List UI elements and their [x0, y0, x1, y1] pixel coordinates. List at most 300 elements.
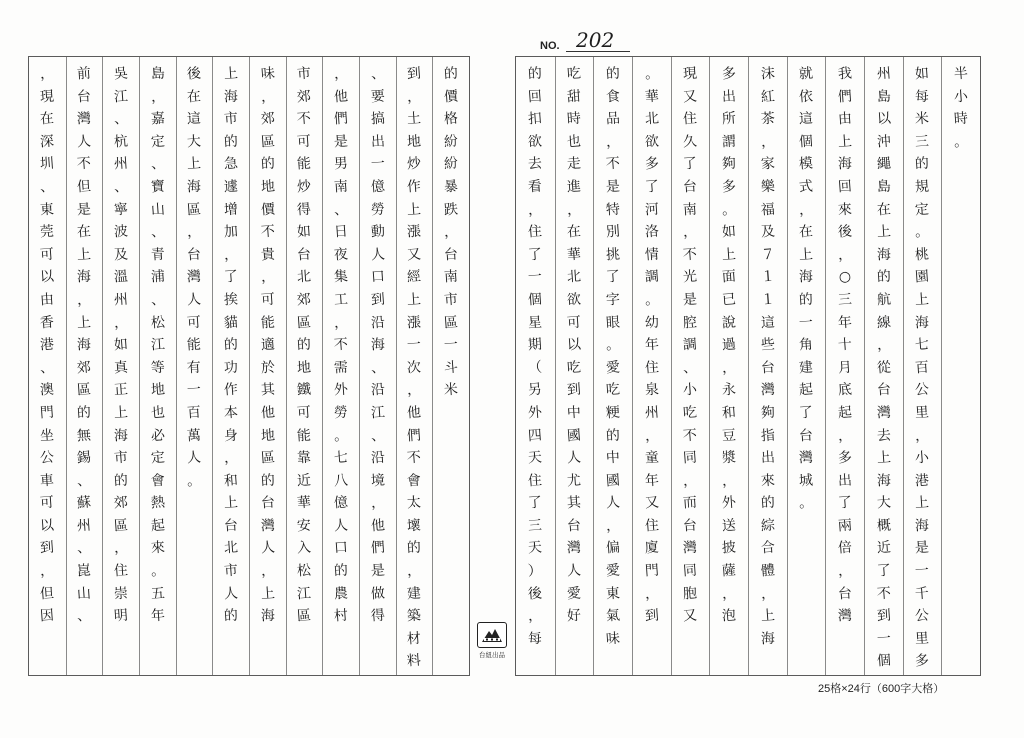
handwritten-character: 。	[644, 291, 660, 309]
handwritten-character: 深	[39, 133, 55, 151]
handwritten-character: 市	[113, 449, 129, 467]
handwritten-character: ，	[150, 88, 166, 106]
left_page-column-text	[405, 63, 423, 675]
handwritten-character: 區	[113, 517, 129, 535]
handwritten-character: 綜	[760, 517, 776, 535]
right_page-column	[516, 57, 555, 675]
handwritten-character: 看	[527, 178, 543, 196]
handwritten-character: 到	[406, 65, 423, 83]
handwritten-character: 了	[876, 562, 892, 580]
right_page-column	[632, 57, 671, 675]
handwritten-character: 天	[527, 540, 543, 557]
handwritten-character: 桃	[914, 246, 931, 264]
handwritten-character: 。	[644, 65, 660, 83]
handwritten-character: 北	[644, 110, 660, 128]
handwritten-character: 口	[370, 268, 386, 286]
handwritten-character: 。	[953, 133, 969, 151]
handwritten-character: 得	[370, 607, 386, 625]
handwritten-character: ，	[223, 449, 239, 467]
handwritten-character: 貴	[260, 246, 276, 264]
handwritten-character: 可	[260, 291, 276, 309]
handwritten-character: 又	[682, 607, 699, 625]
left_page-column	[66, 57, 103, 675]
handwritten-character: 繩	[876, 155, 892, 173]
handwritten-character: 海	[914, 314, 931, 332]
handwritten-character: 區	[260, 133, 276, 151]
handwritten-character: 但	[76, 178, 93, 196]
handwritten-character: 有	[186, 359, 203, 377]
handwritten-character: 欲	[566, 291, 583, 309]
handwritten-character: 在	[76, 223, 93, 241]
right_page-column	[903, 57, 942, 675]
handwritten-character: 中	[605, 449, 621, 467]
left_page-column	[212, 57, 249, 675]
handwritten-character: 適	[260, 336, 276, 354]
handwritten-character: 是	[370, 562, 386, 580]
handwritten-character: 江	[370, 404, 386, 422]
handwritten-character: 島	[876, 178, 892, 196]
handwritten-character: 七	[914, 336, 931, 354]
handwritten-character: 、	[682, 359, 699, 377]
handwritten-character: 園	[914, 268, 931, 286]
handwritten-character: 杭	[113, 133, 129, 151]
handwritten-character: 腔	[682, 314, 699, 332]
publisher-logo	[474, 622, 510, 662]
handwritten-character: 、	[370, 65, 386, 83]
right_page-column-text	[875, 63, 893, 673]
handwritten-character: 可	[186, 314, 203, 332]
handwritten-character: 別	[605, 223, 621, 241]
handwritten-character: 的	[876, 268, 892, 286]
handwritten-character: 海	[760, 630, 776, 648]
handwritten-character: 們	[406, 427, 423, 444]
handwritten-character: 海	[876, 246, 892, 264]
handwritten-character: 又	[682, 88, 699, 106]
handwritten-character: 在	[876, 201, 892, 219]
handwritten-character: 、	[150, 291, 166, 309]
handwritten-character: 不	[682, 246, 699, 264]
handwritten-character: 莞	[39, 223, 55, 241]
handwritten-character: 但	[39, 585, 55, 603]
handwritten-character: 泉	[644, 381, 660, 399]
handwritten-character: 後	[527, 585, 543, 603]
handwritten-character: 已	[721, 291, 737, 309]
handwritten-character: 海	[914, 517, 931, 535]
handwritten-character: 東	[605, 585, 621, 603]
handwritten-character: 上	[406, 201, 423, 219]
handwritten-character: 區	[76, 381, 93, 399]
handwritten-character: 也	[566, 133, 583, 151]
handwritten-character: 上	[876, 449, 892, 467]
handwritten-character: ，	[721, 585, 737, 603]
handwritten-character: 工	[333, 291, 349, 309]
handwritten-character: 一	[914, 562, 931, 580]
handwritten-character: 他	[406, 404, 423, 422]
right_page-column-text	[836, 63, 854, 628]
handwritten-character: 我	[837, 65, 853, 83]
handwritten-character: 一	[406, 336, 423, 354]
handwritten-character: 坐	[39, 427, 55, 444]
handwritten-character: 、	[113, 178, 129, 196]
handwritten-character: ，	[260, 562, 276, 580]
right-manuscript-page	[515, 56, 981, 676]
left_page-column	[396, 57, 433, 675]
handwritten-character: 沖	[876, 133, 892, 151]
handwritten-character: 、	[39, 359, 55, 377]
handwritten-character: 島	[150, 65, 166, 83]
handwritten-character: 築	[406, 607, 423, 625]
handwritten-character: 海	[260, 607, 276, 625]
handwritten-character: 急	[223, 155, 239, 173]
handwritten-character: 上	[876, 223, 892, 241]
handwritten-character: 進	[566, 178, 583, 196]
handwritten-character: 從	[876, 359, 892, 377]
handwritten-character: 、	[150, 223, 166, 241]
handwritten-character: 上	[914, 494, 931, 512]
handwritten-character: 的	[605, 427, 621, 444]
handwritten-character: 外	[333, 381, 349, 399]
handwritten-character: ，	[260, 268, 276, 286]
left_page-column-text	[259, 63, 277, 628]
handwritten-character: 以	[876, 110, 892, 128]
handwritten-character: 市	[296, 65, 313, 83]
handwritten-character: 、	[39, 178, 55, 196]
handwritten-character: 說	[721, 314, 737, 332]
handwritten-character: 起	[798, 381, 815, 399]
handwritten-character: 上	[76, 314, 93, 332]
handwritten-character: 地	[260, 427, 276, 444]
handwritten-character: 住	[682, 110, 699, 128]
handwritten-character: 去	[876, 427, 892, 444]
handwritten-character: 明	[113, 607, 129, 625]
left_page-column-text	[442, 63, 460, 402]
handwritten-character: 他	[333, 88, 349, 106]
handwritten-character: 灣	[760, 381, 776, 399]
handwritten-character: 灣	[566, 540, 583, 557]
handwritten-character: 由	[837, 110, 853, 128]
handwritten-character: 門	[39, 404, 55, 422]
handwritten-character: 南	[333, 178, 349, 196]
mountain-icon	[477, 622, 507, 648]
handwritten-character: 七	[333, 449, 349, 467]
handwritten-character: ，	[443, 223, 459, 241]
handwritten-character: 兩	[837, 517, 853, 535]
handwritten-character: 夠	[760, 404, 776, 422]
handwritten-character: 定	[150, 133, 166, 151]
handwritten-character: 台	[876, 381, 892, 399]
handwritten-character: 勞	[370, 201, 386, 219]
handwritten-character: 出	[760, 449, 776, 467]
handwritten-character: 個	[876, 652, 892, 670]
handwritten-character: 海	[186, 178, 203, 196]
handwritten-character: ，	[605, 517, 621, 535]
handwritten-character: 香	[39, 314, 55, 332]
handwritten-character: 州	[113, 291, 129, 309]
handwritten-character: 多	[644, 155, 660, 173]
handwritten-character: 合	[760, 540, 776, 557]
handwritten-character: 地	[296, 359, 313, 377]
handwritten-character: 澳	[39, 381, 55, 399]
handwritten-character: 上	[406, 291, 423, 309]
handwritten-character: 字	[605, 291, 621, 309]
handwritten-character: 增	[223, 201, 239, 219]
handwritten-character: 每	[914, 88, 931, 106]
handwritten-character: 灣	[837, 607, 853, 625]
right_page-column	[748, 57, 787, 675]
handwritten-character: 天	[527, 449, 543, 467]
handwritten-character: 不	[876, 585, 892, 603]
page-number-underline	[566, 51, 630, 52]
handwritten-character: 不	[605, 155, 621, 173]
handwritten-character: 漲	[406, 223, 423, 241]
handwritten-character: 來	[837, 201, 853, 219]
handwritten-character: 波	[113, 223, 129, 241]
handwritten-character: 台	[837, 585, 853, 603]
handwritten-character: 江	[150, 336, 166, 354]
handwritten-character: 十	[837, 336, 853, 354]
page-number-value: 202	[576, 28, 615, 52]
handwritten-character: 品	[605, 110, 621, 128]
handwritten-character: 多	[721, 65, 737, 83]
handwritten-character: 市	[223, 562, 239, 580]
handwritten-character: 又	[406, 246, 423, 264]
handwritten-character: 上	[914, 291, 931, 309]
handwritten-character: 、	[76, 607, 93, 625]
handwritten-character: 可	[39, 246, 55, 264]
handwritten-character: 市	[223, 110, 239, 128]
handwritten-character: 吃	[682, 404, 699, 422]
handwritten-character: 無	[76, 427, 93, 444]
handwritten-character: 港	[39, 336, 55, 354]
handwritten-character: 炒	[296, 178, 313, 196]
handwritten-character: １	[760, 291, 776, 309]
handwritten-character: 人	[76, 133, 93, 151]
handwritten-character: 年	[837, 314, 853, 332]
handwritten-character: 上	[113, 404, 129, 422]
handwritten-character: 他	[260, 404, 276, 422]
handwritten-character: 里	[914, 404, 931, 422]
handwritten-character: 這	[760, 314, 776, 332]
handwritten-character: 年	[150, 607, 166, 625]
handwritten-character: 大	[186, 133, 203, 151]
handwritten-character: 泡	[721, 607, 737, 625]
handwritten-character: 海	[798, 268, 815, 286]
handwritten-character: 前	[76, 65, 93, 83]
handwritten-character: 於	[260, 359, 276, 377]
handwritten-character: 底	[837, 381, 853, 399]
handwritten-character: 外	[721, 494, 737, 512]
handwritten-character: 區	[260, 449, 276, 467]
handwritten-character: 州	[76, 517, 93, 535]
handwritten-character: 到	[644, 607, 660, 625]
handwritten-character: 日	[333, 223, 349, 241]
handwritten-character: 蘇	[76, 494, 93, 512]
handwritten-character: 經	[406, 268, 423, 286]
handwritten-character: 來	[150, 540, 166, 557]
handwritten-character: 台	[760, 359, 776, 377]
handwritten-character: 億	[370, 178, 386, 196]
handwritten-character: 這	[186, 110, 203, 128]
handwritten-character: 其	[566, 494, 583, 512]
handwritten-character: 是	[333, 133, 349, 151]
handwritten-character: 區	[296, 607, 313, 625]
right_page-column-text	[797, 63, 815, 515]
handwritten-character: 好	[566, 607, 583, 625]
handwritten-character: 也	[150, 404, 166, 422]
handwritten-character: 另	[527, 381, 543, 399]
handwritten-character: 需	[333, 359, 349, 377]
handwritten-character: ，	[876, 336, 892, 354]
handwritten-character: 億	[333, 494, 349, 512]
handwritten-character: 地	[260, 178, 276, 196]
handwritten-character: 的	[406, 540, 423, 557]
handwritten-character: 可	[566, 314, 583, 332]
handwritten-character: 了	[527, 494, 543, 512]
handwritten-character: ，	[333, 65, 349, 83]
handwritten-character: 太	[406, 494, 423, 512]
left_page-column	[102, 57, 139, 675]
handwritten-character: 口	[333, 540, 349, 557]
handwritten-character: 漲	[406, 314, 423, 332]
handwritten-character: 年	[644, 472, 660, 490]
handwritten-character: 同	[682, 449, 699, 467]
handwritten-character: ，	[760, 585, 776, 603]
right_page-column-text	[681, 63, 699, 628]
handwritten-character: 上	[223, 65, 239, 83]
handwritten-character: 尤	[566, 472, 583, 490]
handwritten-character: 郊	[113, 494, 129, 512]
handwritten-character: 愛	[566, 585, 583, 603]
handwritten-character: 區	[186, 201, 203, 219]
handwritten-character: 來	[760, 472, 776, 490]
handwritten-character: 不	[260, 223, 276, 241]
handwritten-character: 近	[876, 540, 892, 557]
handwritten-character: 、	[76, 472, 93, 490]
handwritten-character: 人	[605, 494, 621, 512]
handwritten-character: ，	[644, 427, 660, 444]
handwritten-character: ７	[760, 246, 776, 264]
publisher-logo-text: 台紐出品	[479, 651, 505, 659]
handwritten-character: ，	[527, 201, 543, 219]
handwritten-character: 上	[260, 585, 276, 603]
handwritten-character: 現	[39, 88, 55, 106]
handwritten-character: 式	[798, 178, 815, 196]
left_page-column-text	[149, 63, 167, 628]
handwritten-character: 炒	[406, 155, 423, 173]
handwritten-character: 面	[721, 268, 737, 286]
handwritten-character: 州	[876, 65, 892, 83]
handwritten-character: 食	[605, 88, 621, 106]
right_page-column	[709, 57, 748, 675]
handwritten-character: 因	[39, 607, 55, 625]
handwritten-character: ，	[76, 291, 93, 309]
handwritten-character: ，	[406, 88, 423, 106]
handwritten-character: 現	[682, 65, 699, 83]
handwritten-character: ，	[566, 201, 583, 219]
handwritten-character: 住	[113, 562, 129, 580]
handwritten-character: 郊	[76, 359, 93, 377]
handwritten-character: 以	[566, 336, 583, 354]
handwritten-character: 土	[406, 110, 423, 128]
handwritten-character: 不	[406, 449, 423, 467]
handwritten-character: 浦	[150, 268, 166, 286]
handwritten-character: 一	[186, 381, 203, 399]
handwritten-character: 灣	[76, 110, 93, 128]
handwritten-character: 在	[39, 110, 55, 128]
right_page-column	[787, 57, 826, 675]
handwritten-character: 送	[721, 517, 737, 535]
handwritten-character: 寶	[150, 178, 166, 196]
left_page-column-text	[75, 63, 93, 628]
handwritten-character: 上	[837, 133, 853, 151]
handwritten-character: 是	[605, 178, 621, 196]
handwritten-character: 身	[223, 427, 239, 444]
handwritten-character: 台	[682, 517, 699, 535]
handwritten-character: 及	[113, 246, 129, 264]
handwritten-character: 不	[682, 427, 699, 444]
handwritten-character: 住	[527, 472, 543, 490]
handwritten-character: 廈	[644, 540, 660, 557]
handwritten-character: 一	[443, 336, 459, 354]
handwritten-character: 是	[76, 201, 93, 219]
handwritten-character: 住	[644, 517, 660, 535]
handwritten-character: ，	[837, 427, 853, 444]
handwritten-character: 味	[605, 630, 621, 648]
handwritten-character: 灣	[682, 540, 699, 557]
handwritten-character	[405, 672, 425, 675]
left_page-column	[432, 57, 469, 675]
handwritten-character: 台	[682, 178, 699, 196]
handwritten-character: 人	[186, 449, 203, 467]
handwritten-character: 回	[837, 178, 853, 196]
handwritten-character: 不	[333, 336, 349, 354]
handwritten-character: 寧	[113, 201, 129, 219]
handwritten-character: 夜	[333, 246, 349, 264]
handwritten-character: 上	[76, 246, 93, 264]
handwritten-character: 吃	[605, 381, 621, 399]
handwritten-character: 到	[566, 381, 583, 399]
handwritten-character: ，	[837, 246, 853, 264]
handwritten-character: 跌	[443, 201, 459, 219]
handwritten-character: 們	[837, 88, 853, 106]
handwritten-character: 公	[914, 607, 931, 625]
handwritten-character: 欲	[527, 133, 543, 151]
handwritten-character: 們	[370, 540, 386, 557]
handwritten-character: 到	[370, 291, 386, 309]
handwritten-character: 萬	[186, 427, 203, 444]
handwritten-character: １	[760, 268, 776, 286]
handwritten-character: 州	[113, 155, 129, 173]
handwritten-character: 海	[76, 336, 93, 354]
handwritten-character: 就	[798, 65, 815, 83]
handwritten-character: 多	[914, 652, 931, 670]
handwritten-character: 灣	[260, 517, 276, 535]
handwritten-character: 人	[333, 517, 349, 535]
handwritten-character: 海	[876, 472, 892, 490]
handwritten-character: 島	[876, 88, 892, 106]
handwritten-character: 江	[113, 88, 129, 106]
handwritten-character: 里	[914, 630, 931, 648]
handwritten-character: 台	[798, 427, 815, 444]
handwritten-character: 上	[721, 246, 737, 264]
handwritten-character: 材	[406, 630, 423, 648]
handwritten-character: 的	[76, 404, 93, 422]
handwritten-character: 個	[527, 291, 543, 309]
handwritten-character: 多	[837, 449, 853, 467]
handwritten-character: 八	[333, 472, 349, 490]
handwritten-character: 嘉	[150, 110, 166, 128]
right_page-column-text	[720, 63, 738, 628]
